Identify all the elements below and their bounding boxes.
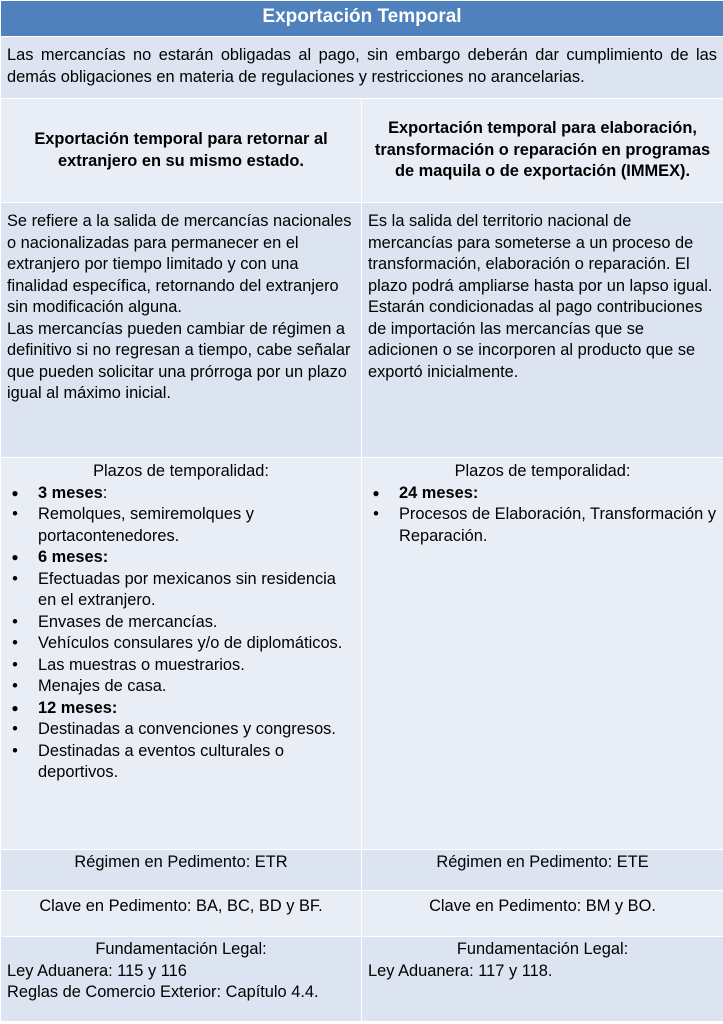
plazo-text: 3 meses: [38, 483, 103, 502]
right-desc-paragraph-1: Es la salida del territorio nacional de mercancías para someterse a un proceso de transformación, elaboración o reparación. El plazo podrá ampliarse hasta por un lapso igual.: [368, 212, 713, 295]
plazo-text: Las muestras o muestrarios.: [38, 655, 245, 674]
plazo-text: Destinadas a convenciones y congresos.: [38, 720, 336, 738]
bullet-icon: ●: [372, 485, 380, 500]
plazo-list-item: [7, 655, 355, 677]
right-regimen: Régimen en Pedimento: ETE: [362, 850, 723, 891]
bullet-icon: ●: [11, 485, 19, 500]
plazo-header-item: [7, 483, 355, 505]
intro-text: Las mercancías no estarán obligadas al pago, sin embargo deberán dar cumplimiento de las demás obligaciones en materia de regulaciones y restricciones no arancelarias.: [1, 37, 723, 99]
left-description: [1, 203, 362, 458]
right-fund-line-1: Ley Aduanera: 117 y 118.: [368, 961, 553, 980]
page-title: Exportación Temporal: [1, 1, 723, 37]
right-clave: Clave en Pedimento: BM y BO.: [362, 891, 723, 937]
plazo-text: Destinadas a eventos culturales o deportivos.: [38, 741, 285, 781]
left-plazos: [1, 458, 362, 850]
bullet-icon: •: [12, 634, 18, 652]
left-plazos-list: [7, 483, 355, 784]
left-fund-title: Fundamentación Legal:: [95, 940, 267, 958]
intro-row: [1, 37, 723, 99]
regimen-row: [1, 850, 723, 891]
plazo-text: Vehículos consulares y/o de diplomáticos.: [38, 634, 343, 652]
left-clave: Clave en Pedimento: BA, BC, BD y BF.: [1, 891, 362, 937]
plazo-list-item: [7, 719, 355, 741]
right-fundamentacion: [362, 937, 723, 1022]
left-plazos-title: Plazos de temporalidad:: [93, 462, 269, 480]
plazo-text: Remolques, semiremolques y portacontenedores.: [38, 505, 254, 545]
right-plazos-list: [368, 483, 717, 548]
right-plazos-title: Plazos de temporalidad:: [454, 462, 631, 480]
plazo-header-item: [7, 698, 355, 720]
title-row: [1, 1, 723, 37]
bullet-icon: ●: [11, 700, 19, 715]
heading-row: [1, 99, 723, 203]
bullet-icon: •: [12, 612, 18, 631]
bullet-icon: •: [12, 677, 18, 695]
plazo-text: 12 meses:: [38, 698, 118, 717]
plazo-list-item: [7, 569, 355, 612]
plazo-text: 24 meses:: [399, 483, 479, 502]
clave-row: [1, 891, 723, 937]
right-heading: Exportación temporal para elaboración, transformación o reparación en programas de maquila o de exportación (IMMEX).: [362, 99, 723, 203]
bullet-icon: •: [12, 569, 18, 588]
left-fund-line-2: Reglas de Comercio Exterior: Capítulo 4.4.: [7, 983, 319, 1001]
plazo-list-item: [7, 612, 355, 634]
bullet-icon: •: [373, 505, 379, 523]
plazo-header-item: [368, 483, 717, 505]
plazo-header-item: [7, 547, 355, 569]
right-description: [362, 203, 723, 458]
bullet-icon: •: [12, 741, 18, 760]
bullet-icon: •: [12, 655, 18, 674]
plazo-text: 6 meses:: [38, 548, 109, 566]
left-regimen: Régimen en Pedimento: ETR: [1, 850, 362, 891]
plazo-list-item: [7, 741, 355, 784]
bullet-icon: ●: [11, 550, 19, 564]
left-desc-paragraph-2: Las mercancías pueden cambiar de régimen a definitivo si no regresan a tiempo, cabe señalar que pueden solicitar una prórroga por un plazo igual al máximo inicial.: [7, 319, 351, 402]
right-desc-paragraph-2: Estarán condicionadas al pago contribuciones de importación las mercancías que se adicionen o se incorporen al producto que se exportó inicialmente.: [368, 298, 703, 381]
right-fund-title: Fundamentación Legal:: [456, 940, 629, 958]
plazo-text: Menajes de casa.: [38, 677, 167, 695]
left-heading: Exportación temporal para retornar al extranjero en su mismo estado.: [1, 99, 362, 203]
plazo-text: Envases de mercancías.: [38, 612, 218, 631]
left-fund-line-1: Ley Aduanera: 115 y 116: [7, 961, 187, 980]
description-row: [1, 203, 723, 458]
plazo-suffix: :: [102, 483, 108, 502]
plazo-list-item: [368, 504, 717, 547]
plazo-list-item: [7, 504, 355, 547]
plazos-row: [1, 458, 723, 850]
left-desc-paragraph-1: Se refiere a la salida de mercancías nacionales o nacionalizadas para permanecer en el extranjero por tiempo limitado y con una finalidad específica, retornando del extranjero sin modificación alguna.: [7, 212, 352, 316]
plazo-list-item: [7, 633, 355, 655]
fundamentacion-row: [1, 937, 723, 1022]
plazo-text: Efectuadas por mexicanos sin residencia en el extranjero.: [38, 569, 336, 609]
plazo-list-item: [7, 676, 355, 698]
bullet-icon: •: [12, 720, 18, 738]
right-plazos: [362, 458, 723, 850]
bullet-icon: •: [12, 505, 18, 523]
plazo-text: Procesos de Elaboración, Transformación y Reparación.: [399, 505, 717, 545]
left-fundamentacion: [1, 937, 362, 1022]
